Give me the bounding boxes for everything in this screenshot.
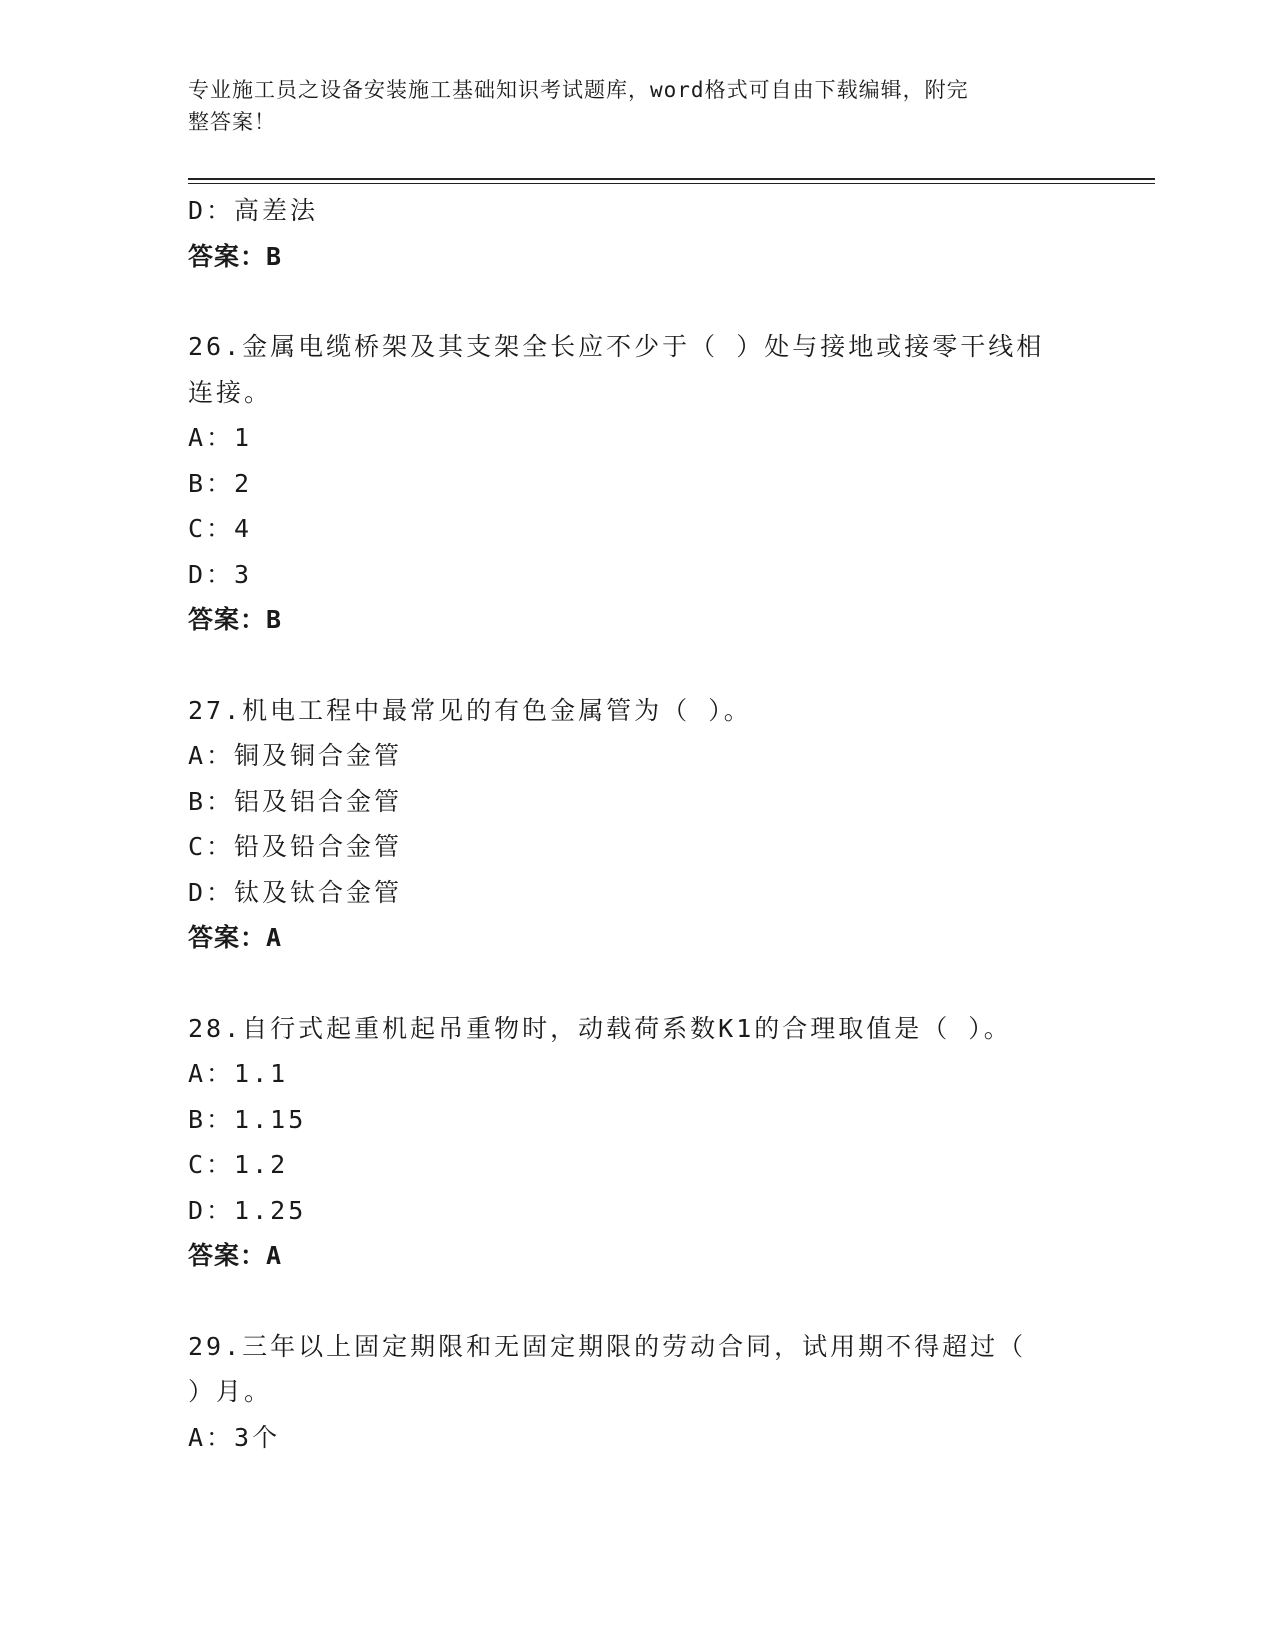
option-d: D：1.25: [188, 1195, 307, 1225]
option-c: C：铅及铅合金管: [188, 832, 403, 861]
option-c: C：4: [188, 514, 253, 543]
answer-text: 答案：B: [188, 605, 283, 634]
option-a: A：3个: [188, 1422, 281, 1452]
document-header: [188, 74, 1068, 138]
option-a: A：铜及铜合金管: [188, 741, 403, 770]
option-a: A：1.1: [188, 1059, 289, 1088]
question-28: [188, 1006, 1068, 1279]
option-b: B：1.15: [188, 1104, 307, 1134]
question-stem: 28.自行式起重机起吊重物时，动载荷系数K1的合理取值是（ ）。: [188, 1013, 1012, 1043]
answer-text: 答案：A: [188, 923, 283, 952]
answer-text: 答案：A: [188, 1241, 283, 1270]
header-divider: [188, 178, 1155, 180]
question-stem: 26.金属电缆桥架及其支架全长应不少于（ ）处与接地或接零干线相: [188, 332, 1045, 361]
header-text-line: 整答案！: [188, 110, 276, 134]
option-d: D：3: [188, 559, 253, 589]
option-b: B：2: [188, 468, 253, 498]
header-divider: [188, 183, 1155, 184]
option-d: D：钛及钛合金管: [188, 877, 403, 907]
option-c: C：1.2: [188, 1150, 289, 1179]
question-stem: 27.机电工程中最常见的有色金属管为（ ）。: [188, 695, 752, 725]
question-stem: 29.三年以上固定期限和无固定期限的劳动合同，试用期不得超过（: [188, 1331, 1027, 1361]
question-stem: ）月。: [188, 1377, 273, 1406]
question-stem: 连接。: [188, 377, 273, 407]
answer-text: 答案：B: [188, 241, 283, 271]
question-26: [188, 324, 1068, 643]
header-text-line: 专业施工员之设备安装施工基础知识考试题库，word格式可自由下载编辑，附完: [188, 78, 969, 102]
question-content: [188, 188, 1068, 1460]
question-29: [188, 1324, 1068, 1461]
option-b: B：铝及铝合金管: [188, 786, 403, 816]
option-d: D：高差法: [188, 196, 319, 225]
option-a: A：1: [188, 423, 253, 452]
question-27: [188, 688, 1068, 961]
